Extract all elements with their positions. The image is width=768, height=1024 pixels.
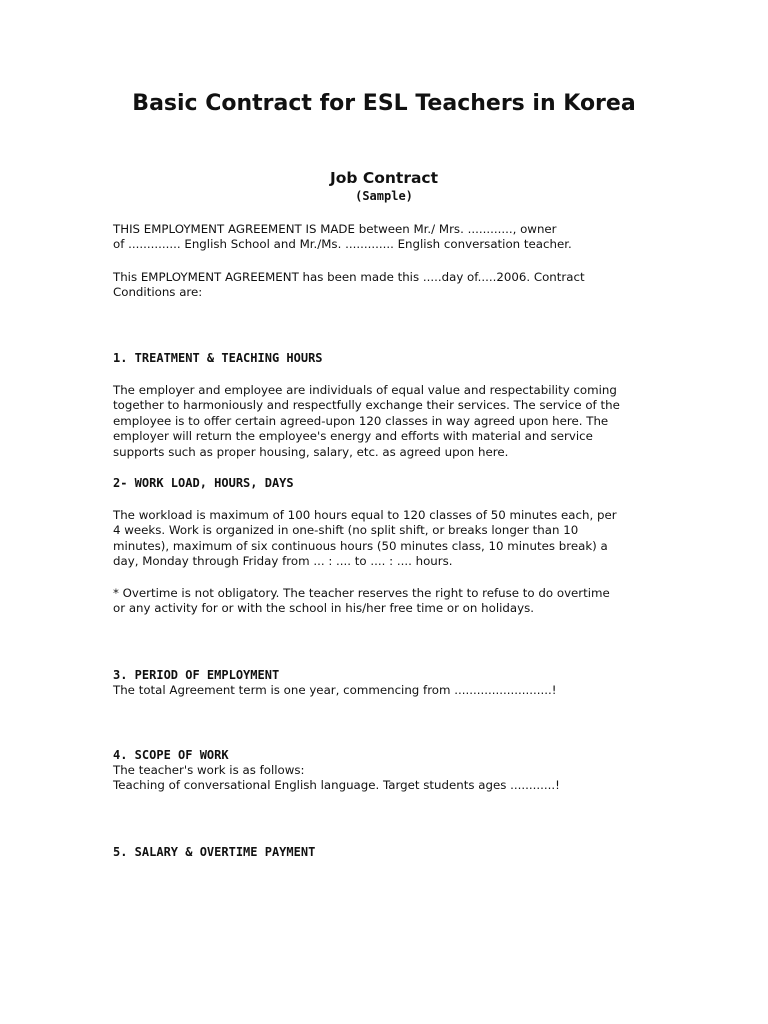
body-line: Teaching of conversational English language. Target students ages ............! xyxy=(113,778,560,793)
body-line: minutes), maximum of six continuous hours (50 minutes class, 10 minutes break) a xyxy=(113,538,608,553)
note-line: or any activity for or with the school in his/her free time or on holidays. xyxy=(113,601,534,616)
section-heading-workload: 2- WORK LOAD, HOURS, DAYS xyxy=(113,476,294,490)
section-body-scope xyxy=(113,763,658,794)
body-line: supports such as proper housing, salary, etc. as agreed upon here. xyxy=(113,444,509,459)
body-line: The teacher's work is as follows: xyxy=(113,763,305,777)
sample-note: (Sample) xyxy=(355,189,413,203)
intro-paragraph xyxy=(113,222,658,253)
intro-line: THIS EMPLOYMENT AGREEMENT IS MADE between Mr./ Mrs. ............, owner xyxy=(113,222,557,236)
body-line: The employer and employee are individuals of equal value and respectability coming xyxy=(113,383,617,397)
body-line: The total Agreement term is one year, commencing from ..........................! xyxy=(113,683,557,697)
body-line: employer will return the employee's energy and efforts with material and service xyxy=(113,429,593,444)
body-line: employee is to offer certain agreed-upon 120 classes in way agreed upon here. The xyxy=(113,413,609,428)
section-heading-scope: 4. SCOPE OF WORK xyxy=(113,748,229,762)
body-line: together to harmoniously and respectfully exchange their services. The service of the xyxy=(113,398,620,413)
intro-line: of .............. English School and Mr./Ms. ............. English conversation teacher. xyxy=(113,237,572,252)
section-heading-salary: 5. SALARY & OVERTIME PAYMENT xyxy=(113,845,316,859)
note-line: * Overtime is not obligatory. The teacher reserves the right to refuse to do overtime xyxy=(113,586,610,600)
section-body-period xyxy=(113,683,658,698)
body-line: 4 weeks. Work is organized in one-shift (no split shift, or breaks longer than 10 xyxy=(113,523,579,538)
section-body-workload xyxy=(113,508,658,570)
agreement-line: Conditions are: xyxy=(113,285,203,300)
contract-subtitle: Job Contract xyxy=(329,169,439,187)
section-heading-period: 3. PERIOD OF EMPLOYMENT xyxy=(113,668,280,682)
section-body-treatment xyxy=(113,383,658,460)
section-heading-treatment: 1. TREATMENT & TEACHING HOURS xyxy=(113,351,323,365)
agreement-paragraph xyxy=(113,270,658,301)
body-line: The workload is maximum of 100 hours equal to 120 classes of 50 minutes each, per xyxy=(113,508,617,522)
agreement-line: This EMPLOYMENT AGREEMENT has been made this .....day of.....2006. Contract xyxy=(113,270,585,284)
body-line: day, Monday through Friday from ... : .... to .... : .... hours. xyxy=(113,554,453,569)
document-title: Basic Contract for ESL Teachers in Korea xyxy=(132,91,636,116)
overtime-note xyxy=(113,586,658,617)
